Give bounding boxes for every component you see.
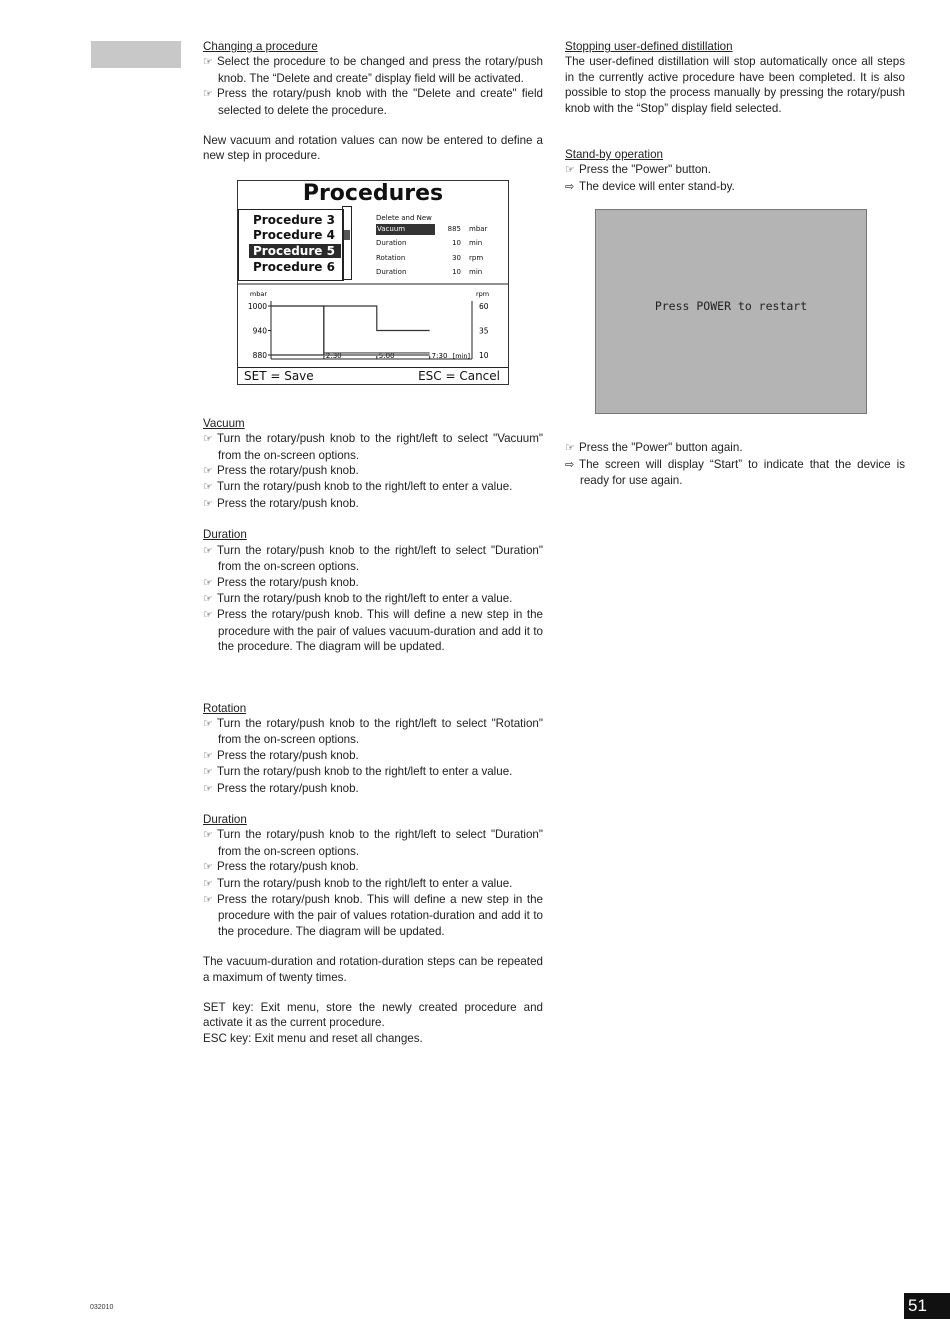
pointing-hand-icon: ☞: [203, 592, 213, 605]
param-value: 10: [452, 239, 461, 247]
paragraph: New vacuum and rotation values can now be entered to define a new step in procedure.: [203, 134, 543, 163]
step: ☞ Turn the rotary/push knob to the right/left to enter a value.: [203, 764, 543, 780]
param-value: 885: [447, 225, 461, 233]
pointing-hand-icon: ☞: [203, 861, 213, 874]
heading-rotation: Rotation: [203, 701, 247, 715]
pointing-hand-icon: ☞: [203, 481, 213, 494]
step: ☞ Turn the rotary/push knob to the right/left to select "Rotation" from the on-screen options.: [203, 716, 543, 747]
param-name: Rotation: [376, 254, 406, 262]
series-line: [271, 306, 430, 355]
step: ☞ Turn the rotary/push knob to the right/left to select "Duration" from the on-screen options.: [203, 828, 543, 858]
delete-and-new-field[interactable]: Delete and New: [376, 214, 432, 222]
left-tick-label: 1000: [247, 302, 267, 311]
step: ☞ Press the rotary/push knob.: [203, 748, 543, 764]
pointing-hand-icon: ☞: [565, 164, 575, 177]
document-code: 032010: [90, 1304, 114, 1311]
pointing-hand-icon: ☞: [203, 829, 213, 842]
heading-standby-operation: Stand-by operation: [565, 148, 663, 162]
paragraph: ESC key: Exit menu and reset all changes.: [203, 1031, 423, 1045]
param-value: 30: [452, 254, 461, 262]
screen-footer: [238, 367, 508, 385]
procedure-diagram: [238, 181, 508, 367]
step: ☞ Press the rotary/push knob.: [203, 781, 543, 797]
pointing-hand-icon: ☞: [203, 894, 213, 906]
param-value: 10: [452, 268, 461, 276]
x-tick-label: 2:30: [325, 352, 342, 360]
pointing-hand-icon: ☞: [203, 465, 213, 478]
step: ☞ Select the procedure to be changed and press the rotary/push knob. The “Delete and create” display field will be activated.: [203, 55, 543, 85]
left-tick-label: 880: [252, 351, 267, 360]
pointing-hand-icon: ☞: [203, 782, 213, 795]
pointing-hand-icon: ☞: [203, 877, 213, 890]
standby-screen: [595, 209, 867, 414]
param-name: Duration: [376, 239, 407, 247]
pointing-hand-icon: ☞: [203, 576, 213, 589]
screen-title: Procedures: [302, 181, 444, 206]
esc-cancel-label: ESC = Cancel: [418, 369, 500, 383]
result: ⇨ The screen will display “Start” to indicate that the device is ready for use again.: [565, 457, 905, 488]
left-axis-label: mbar: [249, 290, 267, 298]
param-unit: rpm: [469, 254, 484, 262]
step: ☞ Turn the rotary/push knob to the right/left to select "Duration" from the on-screen options.: [203, 543, 543, 574]
step: ☞ Press the rotary/push knob with the "Delete and create" field selected to delete the procedure.: [203, 87, 543, 117]
right-tick-label: 60: [479, 302, 489, 311]
series-line: [271, 306, 430, 353]
left-tick-label: 940: [252, 326, 267, 336]
step: ☞ Press the "Power" button again.: [565, 440, 905, 456]
procedure-item[interactable]: Procedure 3: [253, 213, 335, 227]
step: ☞ Turn the rotary/push knob to the right/left to enter a value.: [203, 876, 543, 892]
pointing-hand-icon: ☞: [203, 609, 213, 622]
heading-duration: Duration: [203, 812, 247, 826]
pointing-hand-icon: ☞: [203, 766, 213, 779]
procedure-item[interactable]: Procedure 4: [253, 228, 335, 242]
pointing-hand-icon: ☞: [203, 717, 213, 730]
procedure-item-selected[interactable]: Procedure 5: [249, 244, 341, 258]
step: ☞ Press the rotary/push knob.: [203, 575, 543, 591]
heading-stopping-distillation: Stopping user-defined distillation: [565, 40, 733, 53]
step: ☞ Press the rotary/push knob. This will define a new step in the procedure with the pair of values rotation-duration and add it to the procedure. The diagram will be updated.: [203, 893, 543, 938]
pointing-hand-icon: ☞: [203, 497, 213, 510]
step: ☞ Turn the rotary/push knob to the right/left to enter a value.: [203, 591, 543, 607]
heading-vacuum: Vacuum: [203, 416, 245, 430]
paragraph: The user-defined distillation will stop automatically once all steps in the currently active procedure have been completed. It is also possible to stop the process manually by pressing the rotary/push knob with the “Stop” display field selected.: [565, 55, 905, 115]
set-save-label: SET = Save: [244, 369, 314, 383]
result: ⇨ The device will enter stand-by.: [565, 179, 905, 195]
arrow-right-icon: ⇨: [565, 458, 575, 471]
pointing-hand-icon: ☞: [203, 749, 213, 762]
right-axis-label: rpm: [476, 290, 490, 298]
pointing-hand-icon: ☞: [565, 442, 575, 455]
x-tick-label: 7:30: [431, 352, 448, 360]
arrow-right-icon: ⇨: [565, 180, 575, 193]
x-axis-label: [min]: [452, 352, 470, 360]
heading-changing-procedure: Changing a procedure: [203, 40, 318, 53]
param-name: Vacuum: [376, 224, 435, 235]
param-name: Duration: [376, 268, 407, 276]
paragraph: SET key: Exit menu, store the newly created procedure and activate it as the current procedure.: [203, 1001, 543, 1030]
procedures-screen: [237, 180, 509, 385]
x-tick-label: 5:00: [378, 352, 395, 360]
right-tick-label: 10: [479, 351, 489, 360]
right-tick-label: 35: [479, 326, 489, 336]
step: ☞ Press the rotary/push knob.: [203, 463, 543, 479]
section-tab-marker: [91, 41, 181, 68]
step: ☞ Press the "Power" button.: [565, 162, 905, 178]
pointing-hand-icon: ☞: [203, 88, 213, 101]
pointing-hand-icon: ☞: [203, 56, 213, 69]
step: ☞ Press the rotary/push knob.: [203, 496, 543, 512]
step: ☞ Turn the rotary/push knob to the right/left to select "Vacuum" from the on-screen options.: [203, 432, 543, 462]
page-number: 51: [904, 1293, 950, 1319]
param-unit: min: [469, 268, 483, 276]
step: ☞ Press the rotary/push knob.: [203, 859, 543, 875]
paragraph: The vacuum-duration and rotation-duration steps can be repeated a maximum of twenty times.: [203, 955, 543, 984]
param-unit: mbar: [469, 225, 488, 233]
standby-message: Press POWER to restart: [654, 299, 808, 313]
step: ☞ Turn the rotary/push knob to the right/left to enter a value.: [203, 479, 543, 495]
param-unit: min: [469, 239, 483, 247]
pointing-hand-icon: ☞: [203, 433, 213, 446]
procedure-item[interactable]: Procedure 6: [253, 260, 335, 274]
heading-duration: Duration: [203, 528, 247, 542]
step: ☞ Press the rotary/push knob. This will define a new step in the procedure with the pair of values vacuum-duration and add it to the procedure. The diagram will be updated.: [203, 608, 543, 654]
pointing-hand-icon: ☞: [203, 544, 213, 557]
